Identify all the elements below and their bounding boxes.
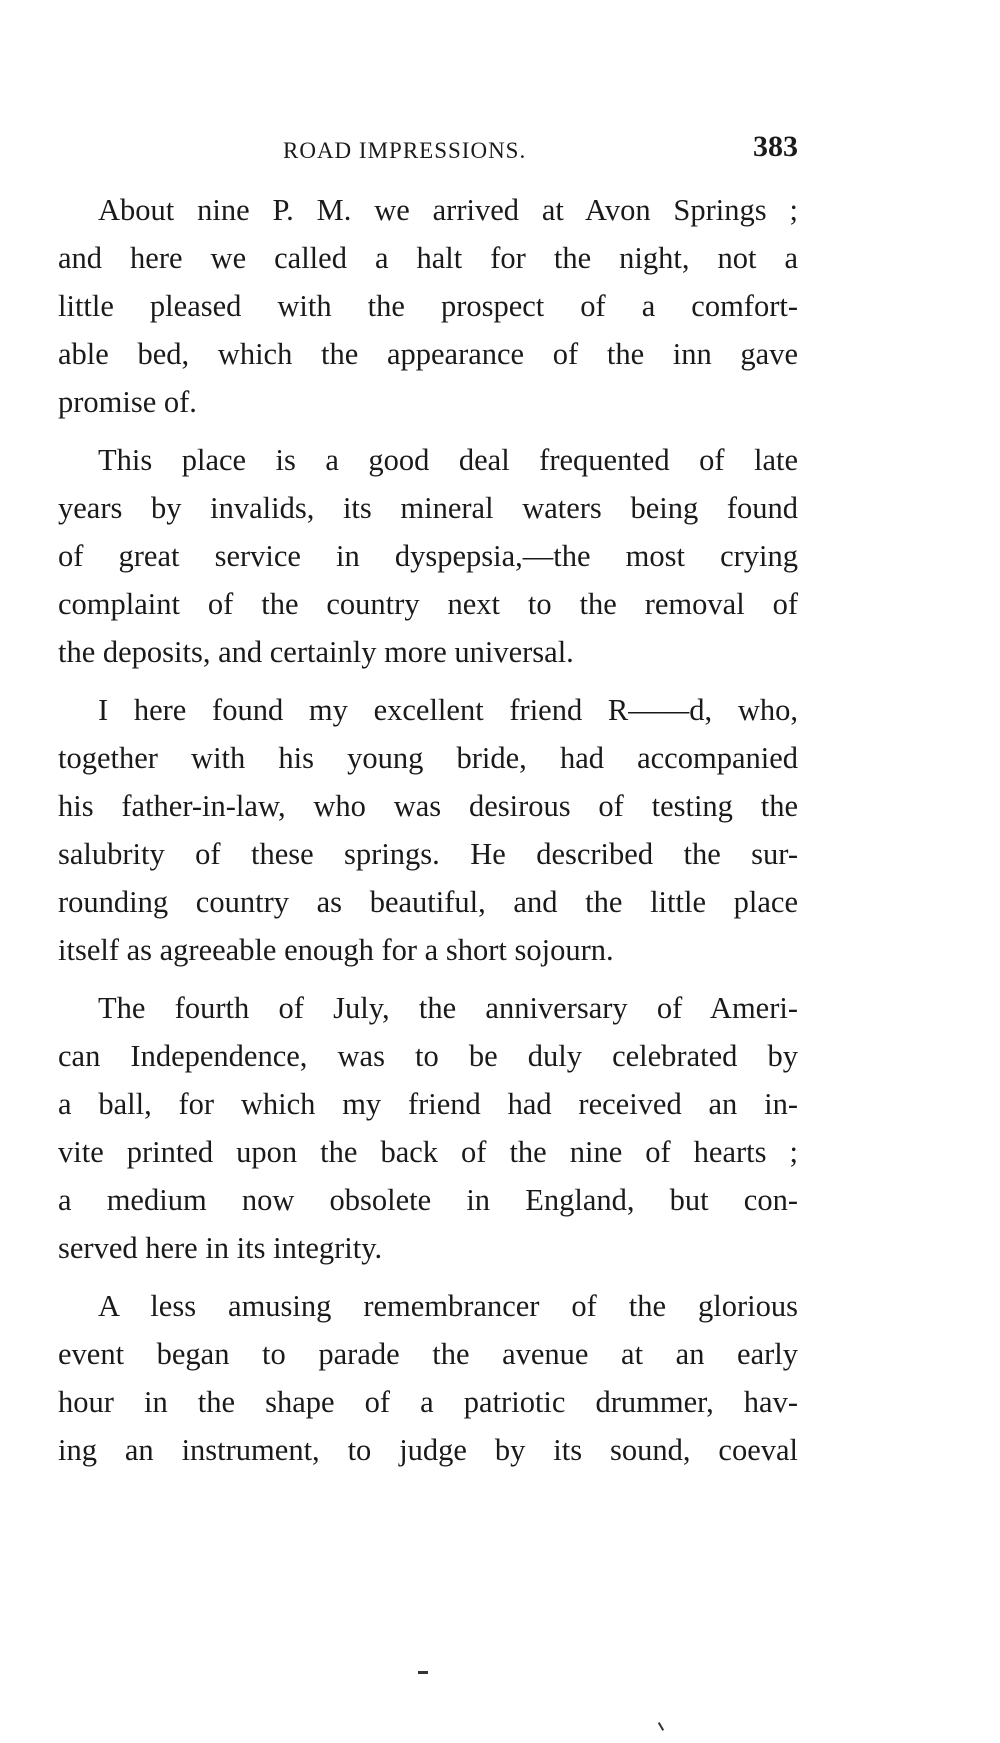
text-line: a medium now obsolete in England, but con- xyxy=(58,1183,798,1217)
text-line: event began to parade the avenue at an early xyxy=(58,1337,798,1371)
text-line: can Independence, was to be duly celebrated by xyxy=(58,1039,798,1073)
running-head xyxy=(58,130,798,170)
text-line: the deposits, and certainly more universal. xyxy=(58,635,574,669)
text-line: ing an instrument, to judge by its sound, coeval xyxy=(58,1433,798,1467)
page-number: 383 xyxy=(753,130,798,163)
paragraph-avon-springs xyxy=(58,186,798,426)
text-line: promise of. xyxy=(58,385,197,419)
paragraph-friend xyxy=(58,686,798,974)
text-line: The fourth of July, the anniversary of Ameri- xyxy=(98,991,798,1025)
text-line: I here found my excellent friend R——d, who, xyxy=(98,693,798,727)
text-line: About nine P. M. we arrived at Avon Springs ; xyxy=(98,193,798,227)
text-line: A less amusing remembrancer of the glorious xyxy=(98,1289,798,1323)
text-line: years by invalids, its mineral waters being found xyxy=(58,491,798,525)
text-line: together with his young bride, had accompanied xyxy=(58,741,798,775)
text-line: little pleased with the prospect of a comfort- xyxy=(58,289,798,323)
scan-speck xyxy=(658,1722,664,1731)
text-line: a ball, for which my friend had received an in- xyxy=(58,1087,798,1121)
paragraph-drummer xyxy=(58,1282,798,1474)
paragraph-invalids xyxy=(58,436,798,676)
scan-speck xyxy=(418,1671,428,1674)
text-line: his father-in-law, who was desirous of testing the xyxy=(58,789,798,823)
text-line: itself as agreeable enough for a short sojourn. xyxy=(58,933,614,967)
text-line: served here in its integrity. xyxy=(58,1231,383,1265)
text-line: and here we called a halt for the night, not a xyxy=(58,241,798,275)
text-line: This place is a good deal frequented of late xyxy=(98,443,798,477)
text-line: complaint of the country next to the removal of xyxy=(58,587,798,621)
text-line: hour in the shape of a patriotic drummer, hav- xyxy=(58,1385,798,1419)
text-line: vite printed upon the back of the nine of hearts ; xyxy=(58,1135,798,1169)
text-line: salubrity of these springs. He described the sur- xyxy=(58,837,798,871)
text-line: rounding country as beautiful, and the little place xyxy=(58,885,798,919)
text-line: of great service in dyspepsia,—the most crying xyxy=(58,539,798,573)
text-line: able bed, which the appearance of the inn gave xyxy=(58,337,798,371)
running-title: ROAD IMPRESSIONS. xyxy=(283,138,527,163)
body-text xyxy=(58,186,798,1484)
paragraph-fourth-of-july xyxy=(58,984,798,1272)
